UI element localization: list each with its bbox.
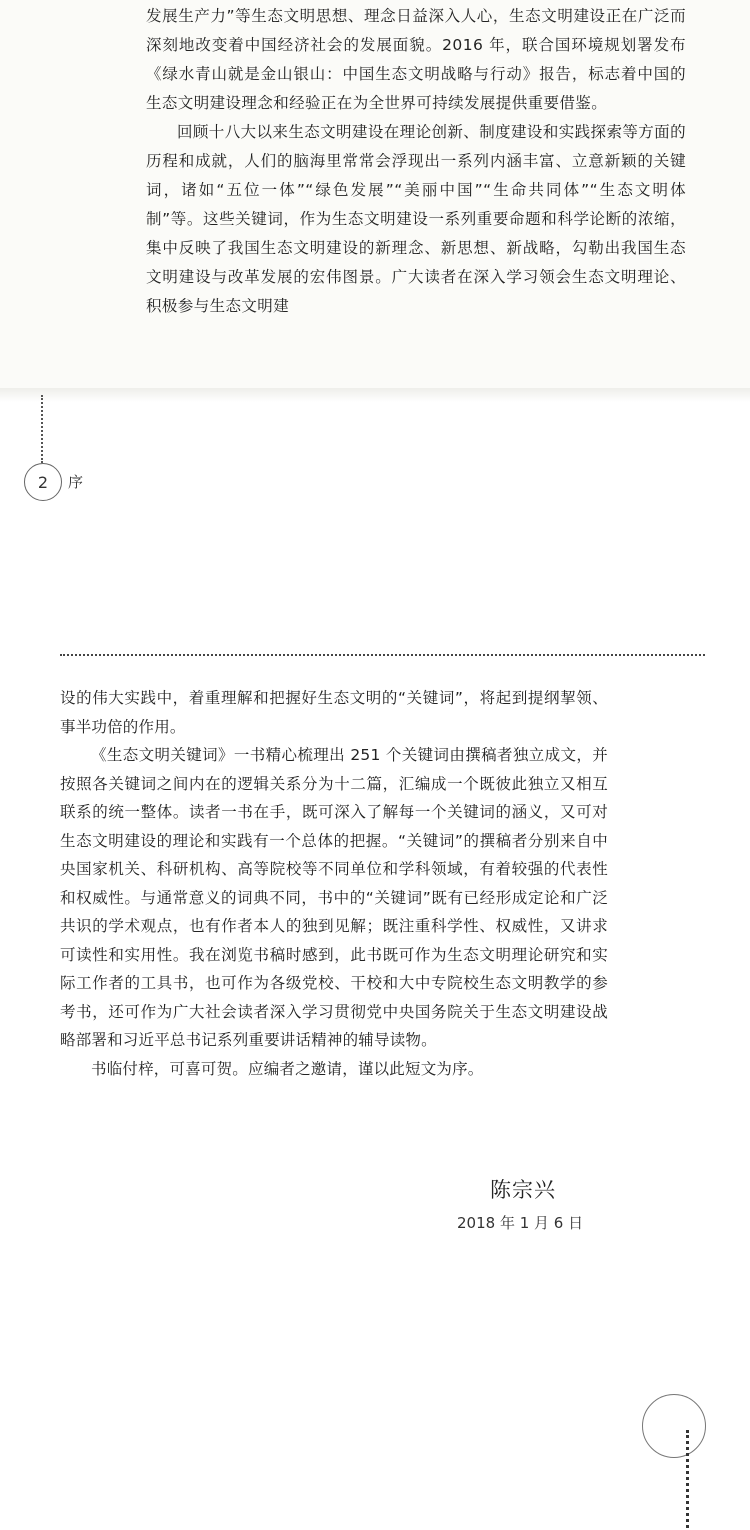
page-number: 2 <box>37 472 49 492</box>
paragraph: 书临付梓，可喜可贺。应编者之邀请，谨以此短文为序。 <box>91 1059 484 1078</box>
section-title: 序 <box>68 473 84 491</box>
paragraph: 回顾十八大以来生态文明建设在理论创新、制度建设和实践探索等方面的历程和成就，人们的脑海里常常会浮现出一系列内涵丰富、立意新颖的关键词，诸如“五位一体”“绿色发展”“美丽中国”“生命共同体”“生态文明体制”等。这些关键词，作为生态文明建设一系列重要命题和科学论断的浓缩，集中反映了我国生态文明建设的新理念、新思想、新战略，勾勒出我国生态文明建设与改革发展的宏伟图景。广大读者在深入学习领会生态文明理论、积极参与生态文明建 <box>146 123 686 315</box>
paragraph: 发展生产力”等生态文明思想、理念日益深入人心，生态文明建设正在广泛而深刻地改变着中国经济社会的发展面貌。2016 年，联合国环境规划署发布《绿水青山就是金山银山：中国生态文明战略与行动》报告，标志着中国的生态文明建设理念和经验正在为全世界可持续发展提供重要借鉴。 <box>146 7 686 112</box>
decorative-circle <box>642 1394 706 1458</box>
previous-page <box>0 0 750 389</box>
page-number-circle <box>24 463 62 501</box>
author-signature: 陈宗兴 <box>490 1178 556 1202</box>
dotted-vertical-rule <box>686 1430 689 1528</box>
dotted-horizontal-rule <box>60 654 705 656</box>
page-edge-shadow <box>0 388 750 402</box>
dotted-vertical-rule <box>41 395 43 463</box>
previous-page-text <box>146 2 686 321</box>
paragraph: 《生态文明关键词》一书精心梳理出 251 个关键词由撰稿者独立成文，并按照各关键词之间内在的逻辑关系分为十二篇，汇编成一个既彼此独立又相互联系的统一整体。读者一书在手，既可深入了解每一个关键词的涵义，又可对生态文明建设的理论和实践有一个总体的把握。“关键词”的撰稿者分别来自中央国家机关、科研机构、高等院校等不同单位和学科领域，有着较强的代表性和权威性。与通常意义的词典不同，书中的“关键词”既有已经形成定论和广泛共识的学术观点，也有作者本人的独到见解；既注重科学性、权威性，又讲求可读性和实用性。我在浏览书稿时感到，此书既可作为生态文明理论研究和实际工作者的工具书，也可作为各级党校、干校和大中专院校生态文明教学的参考书，还可作为广大社会读者深入学习贯彻党中央国务院关于生态文明建设战略部署和习近平总书记系列重要讲话精神的辅导读物。 <box>60 746 608 1049</box>
paragraph: 设的伟大实践中，着重理解和把握好生态文明的“关键词”，将起到提纲挈领、事半功倍的作用。 <box>60 689 608 736</box>
preface-body <box>60 684 608 1083</box>
signature-date: 2018 年 1 月 6 日 <box>457 1214 584 1232</box>
